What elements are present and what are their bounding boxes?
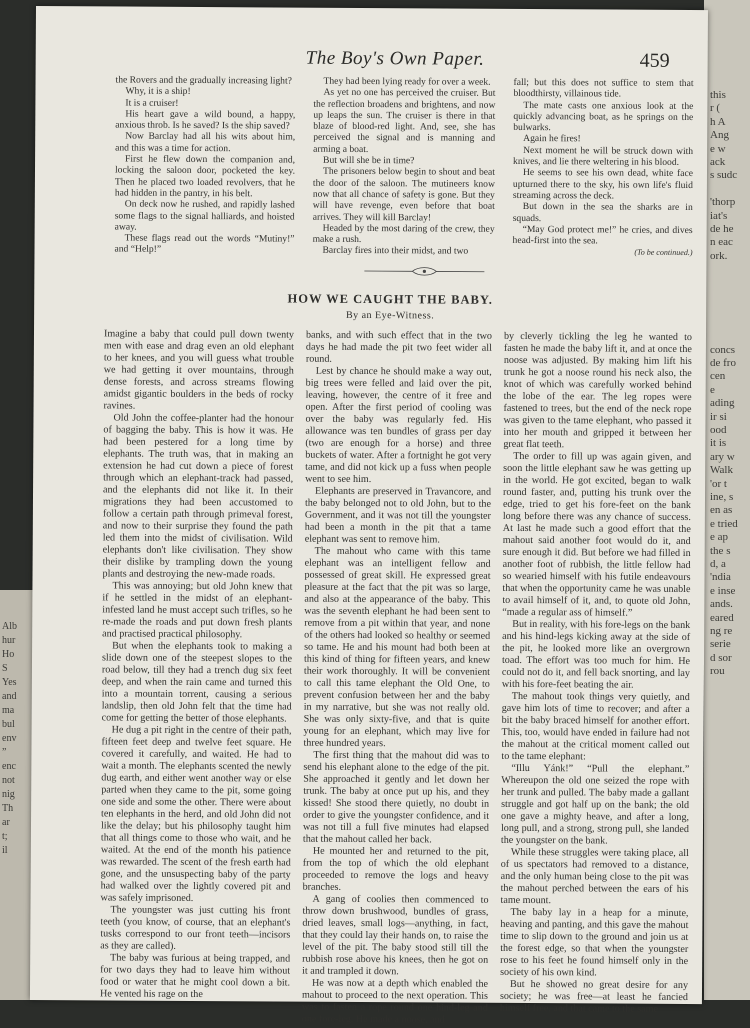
paragraph: Lest by chance he should make a way out, big trees were felled and laid over the pit, leaving, however, the centre of it free and open. After the first period of cooling was over the baby was regularly fed. His allowance was ten bundles of grass per day (two are enough for a horse) and three buckets of water. After a fortnight he got very tame, and did not kick up a fuss when people went to see him. bbox=[305, 366, 492, 487]
paragraph: The baby was furious at being trapped, and for two days they had to leave him without food or water that he might cool down a bit. He vented his rage on the bbox=[100, 952, 290, 1001]
page-header bbox=[36, 46, 708, 78]
paragraph: He seems to see his own dead, white face upturned there to the sky, his own life's fluid streaming across the deck. bbox=[513, 167, 693, 202]
text-fragment: ” bbox=[2, 746, 6, 760]
paragraph: His heart gave a wild bound, a happy, anxious throb. Is he saved? Is the ship saved? bbox=[115, 108, 295, 132]
text-fragment: d sor bbox=[710, 651, 732, 665]
page-number: 459 bbox=[640, 50, 670, 73]
paragraph: But down in the sea the sharks are in squads. bbox=[513, 201, 693, 225]
text-fragment: bul bbox=[2, 718, 15, 732]
text-fragment: e inse bbox=[710, 584, 735, 598]
text-fragment: ack bbox=[710, 155, 725, 169]
text-fragment: t; bbox=[2, 830, 8, 844]
text-fragment: Yes bbox=[2, 676, 17, 690]
text-fragment: e bbox=[710, 383, 715, 397]
text-fragment: ary w bbox=[710, 450, 735, 464]
article-column-2 bbox=[302, 330, 492, 1003]
text-fragment: serie bbox=[710, 637, 731, 651]
text-fragment: S bbox=[2, 662, 8, 676]
paragraph: He mounted her and returned to the pit, from the top of which the old elephant proceeded to remove the logs and heavy branches. bbox=[303, 846, 489, 895]
paragraph: On deck now he rushed, and rapidly lashed some flags to the signal halliards, and hoisted away. bbox=[115, 199, 295, 234]
paragraph: The baby lay in a heap for a minute, heaving and panting, and this gave the mahout time to slip down to the ground and join us at the forest edge, so that when the youngster rose to his feet he found himself only in the society of his own kind. bbox=[500, 907, 688, 980]
magazine-page bbox=[30, 6, 708, 1004]
paragraph: This was annoying; but old John knew that if he settled in the midst of an elephant-infested land he must accept such trifles, so he re-made the roads and put down fresh plants and practised practical philosophy. bbox=[102, 580, 292, 641]
article-title: HOW WE CAUGHT THE BABY. bbox=[34, 290, 706, 309]
paragraph: These flags read out the words “Mutiny!” and “Help!” bbox=[114, 233, 294, 257]
text-fragment: s sudc bbox=[710, 168, 737, 182]
text-fragment: nig bbox=[2, 788, 15, 802]
text-fragment: r ( bbox=[710, 101, 720, 115]
paragraph: by cleverly tickling the leg he wanted to fasten he made the baby lift it, and at once the noose was adjusted. By making him lift his trunk he got a noose round his neck also, the knot of which was carefully worked behind the lobe of the ear. The leg ropes were fastened to trees, but the end of the neck rope was given to the tame elephant, who passed it into her mouth and gripped it between her great flat teeth. bbox=[503, 331, 692, 452]
paragraph: Elephants are preserved in Travancore, and the baby belonged not to old John, but to the Government, and it was not till the youngster had been a month in the pit that a tame elephant was sent to remove him. bbox=[305, 486, 491, 547]
paragraph: fall; but this does not suffice to stem that bloodthirsty, villainous tide. bbox=[513, 77, 693, 101]
text-fragment: the s bbox=[710, 544, 730, 558]
paragraph: As yet no one has perceived the cruiser. But the reflection broadens and brightens, and now up leaps the sun. The cruiser is there in that blaze of blood-red light. And, see, she has perceived the signal and is manning and arming a boat. bbox=[313, 87, 495, 156]
article-column-1 bbox=[100, 328, 294, 1001]
text-fragment: Ang bbox=[710, 128, 729, 142]
text-fragment: Walk bbox=[710, 463, 733, 477]
magazine-title: The Boy's Own Paper. bbox=[306, 48, 485, 71]
text-fragment: de he bbox=[710, 222, 734, 236]
text-fragment: e w bbox=[710, 142, 726, 156]
paragraph: A gang of coolies then commenced to throw down brushwood, bundles of grass, dried leaves, small logs—anything, in fact, that they could lay their hands on, to raise the level of the pit. The baby stood still till the rubbish rose above his knees, then he got on it and trampled it down. bbox=[302, 894, 489, 979]
text-fragment: ine, s bbox=[710, 490, 733, 504]
paragraph: Barclay fires into their midst, and two bbox=[312, 245, 494, 257]
article-column-3 bbox=[500, 331, 692, 1004]
paragraph: They had been lying ready for over a week. bbox=[314, 76, 496, 88]
paragraph: (To be continued.) bbox=[512, 246, 692, 258]
paragraph: First he flew down the companion and, locking the saloon door, pocketed the key. Then he placed two loaded revolvers, that he had hidden in the pantry, in his belt. bbox=[115, 154, 295, 200]
text-fragment: eared bbox=[710, 611, 734, 625]
paragraph: While these struggles were taking place, all of us spectators had removed to a distance, and the only human being close to the pit was the mahout perched between the ears of his tame mount. bbox=[501, 847, 689, 908]
paragraph: But in reality, with his fore-legs on the bank and his hind-legs kicking away at the side of the pit, he looked more like an overgrown toad. The effort was too much for him. He could not do it, and fell back snorting, and lay with his fore-feet beating the air. bbox=[502, 619, 690, 692]
text-fragment: env bbox=[2, 732, 16, 746]
text-fragment: enc bbox=[2, 760, 16, 774]
paragraph: Again he fires! bbox=[513, 133, 693, 145]
text-fragment: 'ndia bbox=[710, 570, 731, 584]
text-fragment: e ap bbox=[710, 530, 728, 544]
text-fragment: it is bbox=[710, 436, 726, 450]
text-fragment: ng re bbox=[710, 624, 732, 638]
paragraph: Now Barclay had all his wits about him, and this was a time for action. bbox=[115, 131, 295, 155]
text-fragment: ir si bbox=[710, 410, 727, 424]
text-fragment: de fro bbox=[710, 356, 736, 370]
article-body bbox=[100, 328, 692, 1004]
text-fragment: rou bbox=[710, 664, 725, 678]
paragraph: Headed by the most daring of the crew, they make a rush. bbox=[313, 223, 495, 247]
paragraph: He dug a pit right in the centre of their path, fifteen feet deep and twelve feet square. He covered it carefully, and waited. He had to wait a month. The elephants scented the newly dug earth, and either went another way or else parted when they came to the pit, some going one side and some the other. There were about ten elephants in the herd, and old John did not like the delay; but his philosophy taught him that all things come to those who wait, and he waited. At the end of the month his patience was rewarded. The scent of the fresh earth had gone, and the unsuspecting baby of the party had walked over the lightly covered pit and was safely imprisoned. bbox=[101, 724, 292, 905]
paragraph: But when the elephants took to making a slide down one of the steepest slopes to the road below, till they had a trench dug six feet deep, and when the rain came and turned this into a mountain torrent, causing a serious landslip, then old John felt that the time had come for getting the better of those elephants. bbox=[102, 640, 293, 725]
text-fragment: h A bbox=[710, 115, 726, 129]
paragraph: The mahout who came with this tame elephant was an intelligent fellow and possessed of great skill. He expressed great pleasure at the fact that the pit was so large, and also at the appearance of the baby. This was the seventh elephant he had been sent to remove from a pit within that year, and none of the others had looked so healthy or seemed so tame. He and his mount had both been at this kind of thing for fifteen years, and knew their work thoroughly. It will be convenient to call this tame elephant the Old One, to prevent confusion between her and the baby in my narrative, but she was not really old. She was only sixty-five, and that is quite young for an elephant, which may live for three hundred years. bbox=[303, 546, 490, 751]
text-fragment: 'thorp bbox=[710, 195, 735, 209]
paragraph: banks, and with such effect that in the two days he had made the pit two feet wider all round. bbox=[306, 330, 492, 367]
text-fragment: ood bbox=[710, 423, 727, 437]
paragraph: The first thing that the mahout did was to send his elephant alone to the edge of the pit. She approached it gently and let down her trunk. The baby at once put up his, and they kissed! She stood there quietly, no doubt in order to give the youngster confidence, and it was not till a full five minutes had elapsed that the mahout called her back. bbox=[303, 750, 490, 847]
paragraph: The mate casts one anxious look at the quickly advancing boat, as he springs on the bulwarks. bbox=[513, 100, 693, 135]
paragraph: The mahout took things very quietly, and gave him lots of time to recover; and after a bit the baby braced himself for another effort. This, too, would have ended in failure had not the mahout at the critical moment called out to the tame elephant: bbox=[501, 691, 689, 764]
section-divider-ornament bbox=[364, 266, 484, 277]
text-fragment: Alb bbox=[2, 620, 17, 634]
text-fragment: d, a bbox=[710, 557, 726, 571]
text-fragment: n eac bbox=[710, 235, 733, 249]
text-fragment: this bbox=[710, 88, 726, 102]
paragraph: But he showed no great desire for any society; he was free—at least he fancied himself free, and that came to the same bbox=[500, 979, 688, 1016]
article-byline: By an Eye-Witness. bbox=[34, 308, 706, 323]
paragraph: “Illu Yánk!” “Pull the elephant.” Whereupon the old one seized the rope with her trunk and pulled. The baby made a gallant struggle and got half up on the bank; the old one gave a mighty heave, and after a long, long pull, and a strong, strong pull, she landed the youngster on the bank. bbox=[501, 763, 690, 848]
paragraph: Why, it is a ship! bbox=[115, 86, 295, 98]
text-fragment: hur bbox=[2, 634, 15, 648]
text-fragment: 'or t bbox=[710, 477, 727, 491]
paragraph: “May God protect me!” he cries, and dives head-first into the sea. bbox=[513, 224, 693, 248]
top-column-2 bbox=[312, 76, 495, 267]
paragraph: The order to fill up was again given, and soon the little elephant saw he was getting up in the world. He got excited, began to walk round faster, and, putting his trunk over the edge, tried to get his fore-feet on the bank long before there was any chance of success. At last he made such a good effort that the mahout said another foot would do it, and sure enough it did. But before we had filled in another foot of rubbish, the little fellow had so wearied himself with his futile endeavours that when the opportunity came he was unable to avail himself of it, and, to quote old John, “made a regular ass of himself.” bbox=[502, 451, 691, 620]
text-fragment: Th bbox=[2, 802, 13, 816]
text-fragment: ar bbox=[2, 816, 10, 830]
paragraph: Imagine a baby that could pull down twenty men with ease and drag even an old elephant to her knees, and you will guess what trouble we had getting it over mountains, through dense forests, and across streams flowing amidst gigantic boulders in the beds of rocky ravines. bbox=[104, 328, 295, 413]
paragraph: Next moment he will be struck down with knives, and lie there weltering in his blood. bbox=[513, 145, 693, 169]
paragraph: But will she be in time? bbox=[313, 155, 495, 167]
paragraph: The prisoners below begin to shout and beat the door of the saloon. The mutineers know now that all chance of safety is gone. But they will have revenge, even before that boat arrives. They will kill Barclay! bbox=[313, 166, 495, 224]
top-column-3 bbox=[512, 77, 693, 268]
text-fragment: il bbox=[2, 844, 8, 858]
text-fragment: Ho bbox=[2, 648, 14, 662]
text-fragment: not bbox=[2, 774, 15, 788]
text-fragment: ading bbox=[710, 396, 734, 410]
text-fragment: ork. bbox=[710, 249, 727, 263]
text-fragment: en as bbox=[710, 503, 732, 517]
underlying-right-page bbox=[704, 0, 750, 1000]
text-fragment: and bbox=[2, 690, 16, 704]
top-column-1 bbox=[114, 74, 295, 265]
paragraph: Old John the coffee-planter had the honour of bagging the baby. This is how it was. He had been pestered for a long time by elephants. The truth was, that in making an extension he had cut down a piece of forest through which an elephant-track had passed, and the elephants did not like it. In their migrations they had been accustomed to follow a certain path through primeval forest, and now to their surprise they found the path led them into the midst of civilisation. Wild elephants don't like civilisation. They show their dislike by trampling down the young plants and destroying the new-made roads. bbox=[102, 412, 293, 581]
paragraph: the Rovers and the gradually increasing light? bbox=[116, 74, 296, 86]
paragraph: It is a cruiser! bbox=[115, 97, 295, 109]
paragraph: The youngster was just cutting his front teeth (you know, of course, that an elephant's tusks correspond to our front teeth—incisors as they are called). bbox=[100, 904, 290, 953]
text-fragment: ma bbox=[2, 704, 14, 718]
serial-continuation bbox=[114, 74, 693, 268]
text-fragment: iat's bbox=[710, 209, 727, 223]
text-fragment: cen bbox=[710, 369, 725, 383]
paragraph: He was now at a depth which enabled the mahout to proceed to the next operation. This was to fasten a rope round one hind-leg and one fore-leg. He made a noose, and bbox=[302, 978, 488, 1027]
text-fragment: ands. bbox=[710, 597, 733, 611]
text-fragment: concs bbox=[710, 343, 735, 357]
text-fragment: e tried bbox=[710, 517, 738, 531]
